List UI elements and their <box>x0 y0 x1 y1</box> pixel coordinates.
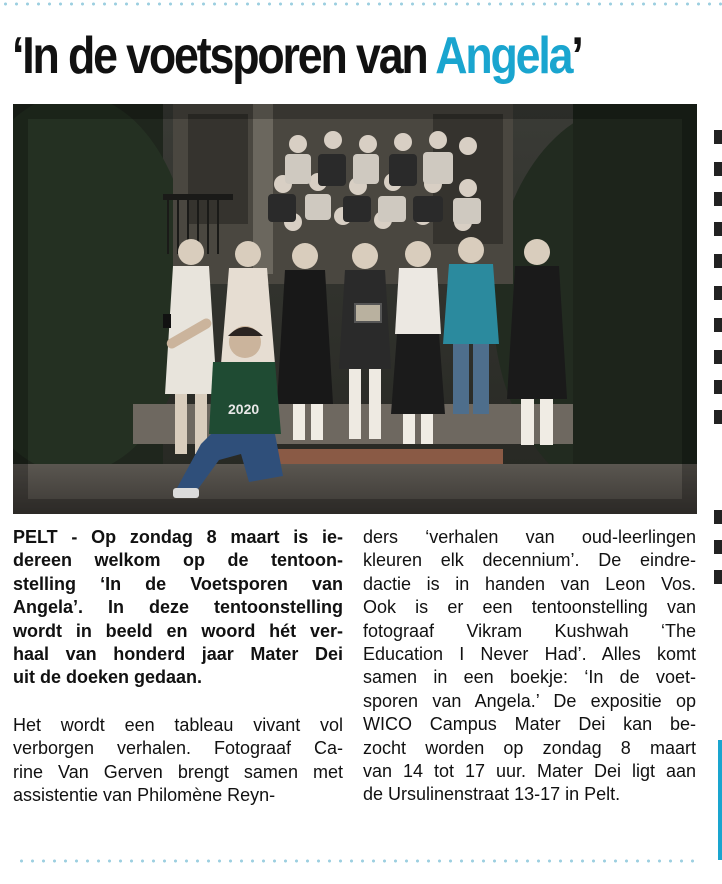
text-line: PELT - Op zondag 8 maart is ie- <box>13 527 343 547</box>
text-line: kleuren elk decennium’. De eindre- <box>363 550 696 571</box>
headline-prefix: ‘In de voetsporen van <box>12 27 436 85</box>
text-line: WICO Campus Mater Dei kan be- <box>363 714 696 735</box>
text-line: van 14 tot 17 uur. Mater Dei ligt aan <box>363 761 696 782</box>
text-line: uit de doeken gedaan. <box>13 667 203 688</box>
top-dotted-rule <box>0 2 722 6</box>
adjacent-column-edge <box>712 100 722 860</box>
article-body-right <box>363 526 696 807</box>
article-body-left <box>13 714 343 808</box>
text-line: fotograaf Vikram Kushwah ‘The <box>363 620 696 641</box>
text-line: verborgen verhalen. Fotograaf Ca- <box>13 738 343 759</box>
text-line: sporen van Angela.’ De expositie op <box>363 690 696 711</box>
text-line: stelling ‘In de Voetsporen van <box>13 573 343 594</box>
text-line: haal van honderd jaar Mater Dei <box>13 644 343 665</box>
text-line: dactie is in handen van Leon Vos. <box>363 573 696 594</box>
headline-suffix: ’ <box>571 27 582 85</box>
headline-accent-word: Angela <box>435 27 572 85</box>
text-line: dereen welkom op de tentoon- <box>13 550 343 571</box>
article-column-left <box>13 526 343 807</box>
text-line: ders ‘verhalen van oud-leerlingen <box>363 527 696 547</box>
text-line: Ook is er een tentoonstelling van <box>363 597 696 618</box>
bottom-dotted-rule <box>16 859 700 863</box>
text-line: rine Van Gerven brengt samen met <box>13 761 343 782</box>
sweater-print: 2020 <box>228 401 260 417</box>
group-photo <box>13 104 697 514</box>
text-line: assistentie van Philomène Reyn- <box>13 785 276 806</box>
text-line: samen in een boekje: ‘In de voet- <box>363 667 696 688</box>
text-line: Het wordt een tableau vivant vol <box>13 714 343 735</box>
text-line: zocht worden op zondag 8 maart <box>363 737 696 758</box>
article-lead <box>13 526 343 690</box>
text-line: Angela’. In deze tentoonstelling <box>13 597 343 618</box>
text-line: Education I Never Had’. Alles komt <box>363 644 696 665</box>
text-line: wordt in beeld en woord hét ver- <box>13 620 343 641</box>
article-column-right <box>363 526 696 807</box>
headline <box>12 26 582 86</box>
text-line: de Ursulinenstraat 13-17 in Pelt. <box>363 784 621 805</box>
